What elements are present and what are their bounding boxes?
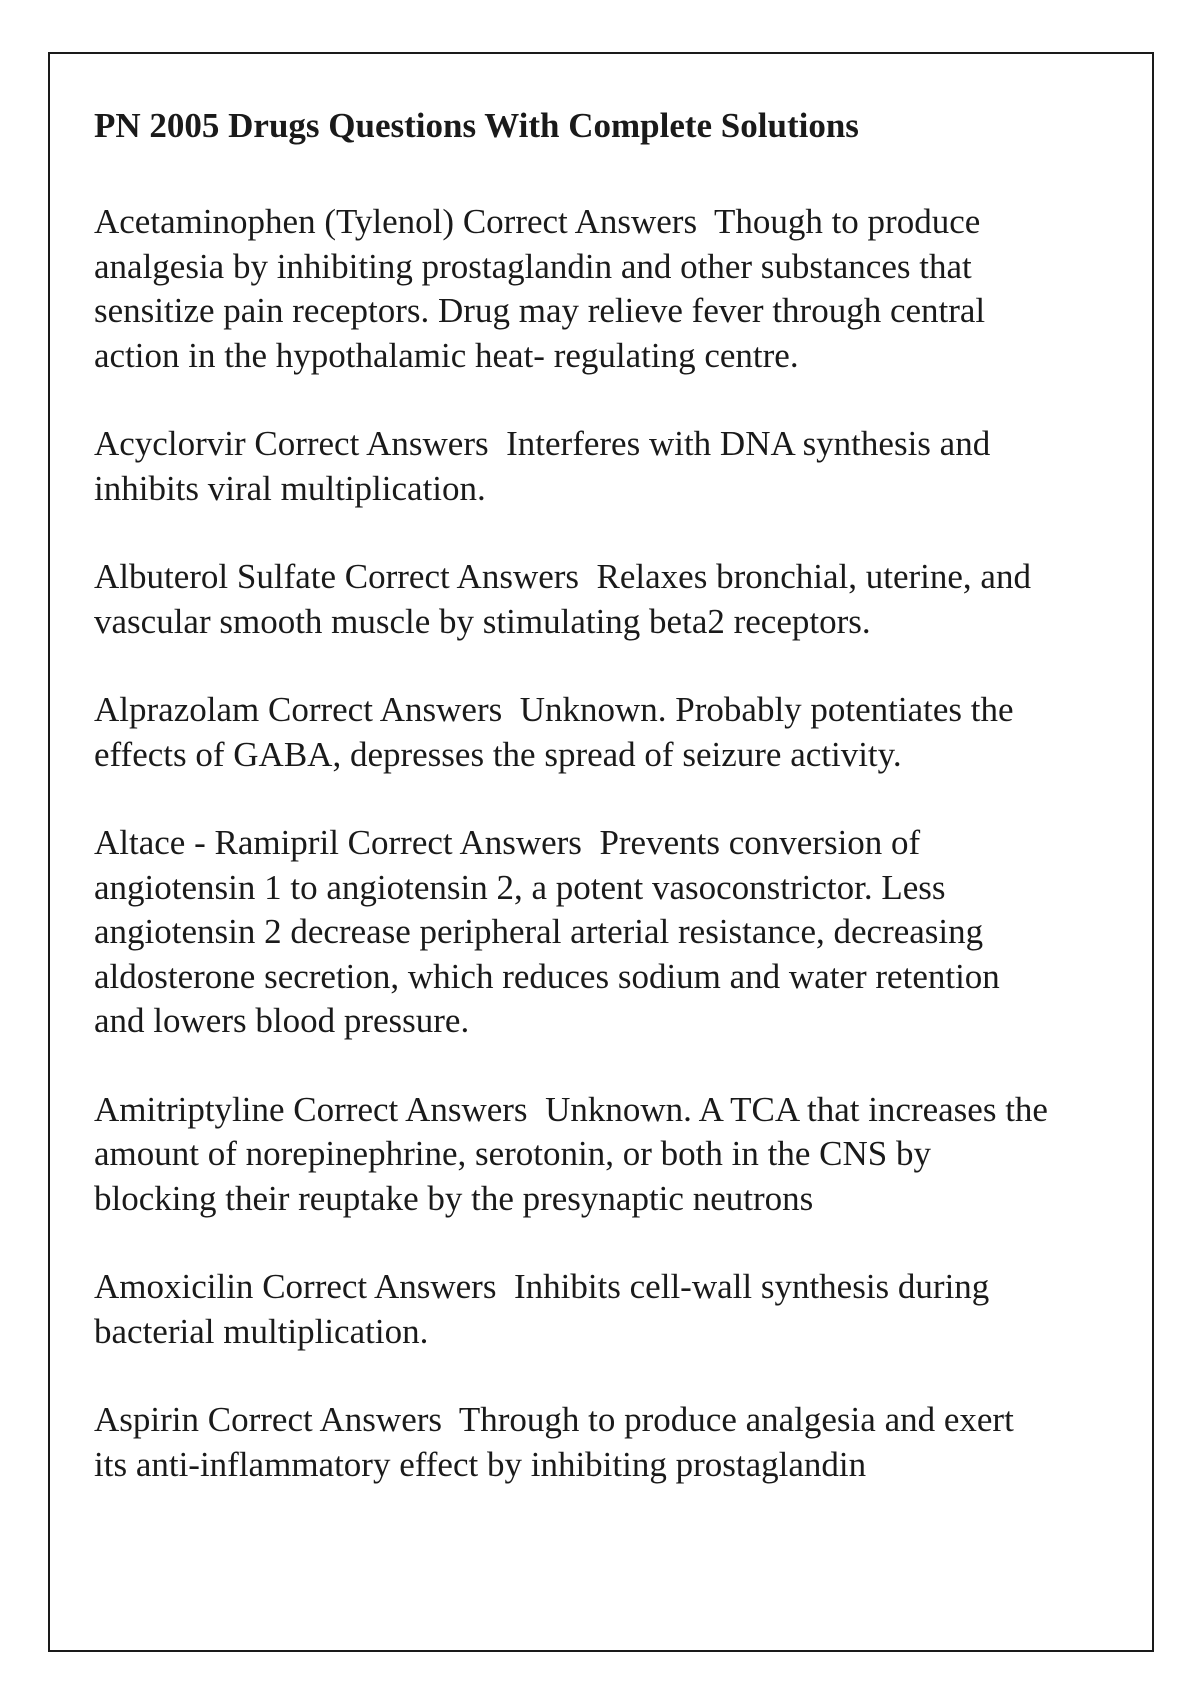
drug-answer: Though to produce analgesia by inhibiting prostaglandin and other substances that sensitize pain receptors. Drug may relieve fever through central action in the hypothalamic heat- regulating centre. bbox=[94, 202, 986, 375]
qa-entry bbox=[94, 1398, 1054, 1487]
document-title: PN 2005 Drugs Questions With Complete Solutions bbox=[94, 106, 859, 145]
correct-answers-label: Correct Answers bbox=[245, 424, 507, 463]
drug-answer: Prevents conversion of angiotensin 1 to angiotensin 2, a potent vasoconstrictor. Less angiotensin 2 decrease peripheral arterial resistance, decreasing aldosterone secretion, which reduces sodium and water retention and lowers blood pressure. bbox=[94, 823, 1000, 1040]
correct-answers-label: Correct Answers bbox=[259, 690, 520, 729]
correct-answers-label: Correct Answers bbox=[284, 1089, 546, 1129]
drug-name: Albuterol Sulfate bbox=[94, 557, 337, 596]
drug-name: Amoxicilin bbox=[94, 1267, 254, 1306]
qa-entry bbox=[94, 1265, 1054, 1354]
qa-entry bbox=[94, 422, 1054, 511]
drug-answer: Through to produce analgesia and exert its anti-inflammatory effect by inhibiting prostaglandin bbox=[94, 1400, 1014, 1484]
correct-answers-label: Correct Answers bbox=[454, 202, 714, 241]
drug-name: Aspirin bbox=[94, 1400, 199, 1439]
drug-name: Acetaminophen (Tylenol) bbox=[94, 202, 455, 241]
document-content bbox=[94, 104, 1054, 1531]
drug-answer: Interferes with DNA synthesis and inhibits viral multiplication. bbox=[94, 424, 991, 508]
qa-entry bbox=[94, 821, 1054, 1044]
drug-name: Alprazolam bbox=[94, 690, 260, 729]
qa-entry bbox=[94, 688, 1054, 777]
qa-entry bbox=[94, 555, 1054, 644]
drug-answer: Relaxes bronchial, uterine, and vascular smooth muscle by stimulating beta2 receptors. bbox=[94, 557, 1031, 641]
drug-name: Acyclorvir bbox=[94, 424, 246, 463]
correct-answers-label: Correct Answers bbox=[199, 1400, 459, 1439]
qa-entry bbox=[94, 200, 1054, 378]
drug-answer: Inhibits cell-wall synthesis during bacterial multiplication. bbox=[94, 1267, 990, 1351]
qa-entry bbox=[94, 1088, 1054, 1222]
correct-answers-label: Correct Answers bbox=[253, 1267, 514, 1306]
drug-answer: Unknown. A TCA that increases the amount of norepinephrine, serotonin, or both in the CNS by blocking their reuptake by the presynaptic neutrons bbox=[94, 1089, 1048, 1218]
drug-answer: Unknown. Probably potentiates the effects of GABA, depresses the spread of seizure activity. bbox=[94, 690, 1014, 774]
correct-answers-label: Correct Answers bbox=[336, 557, 597, 596]
correct-answers-label: Correct Answers bbox=[338, 823, 600, 862]
drug-name: Altace - Ramipril bbox=[94, 823, 339, 862]
drug-name: Amitriptyline bbox=[94, 1089, 285, 1129]
